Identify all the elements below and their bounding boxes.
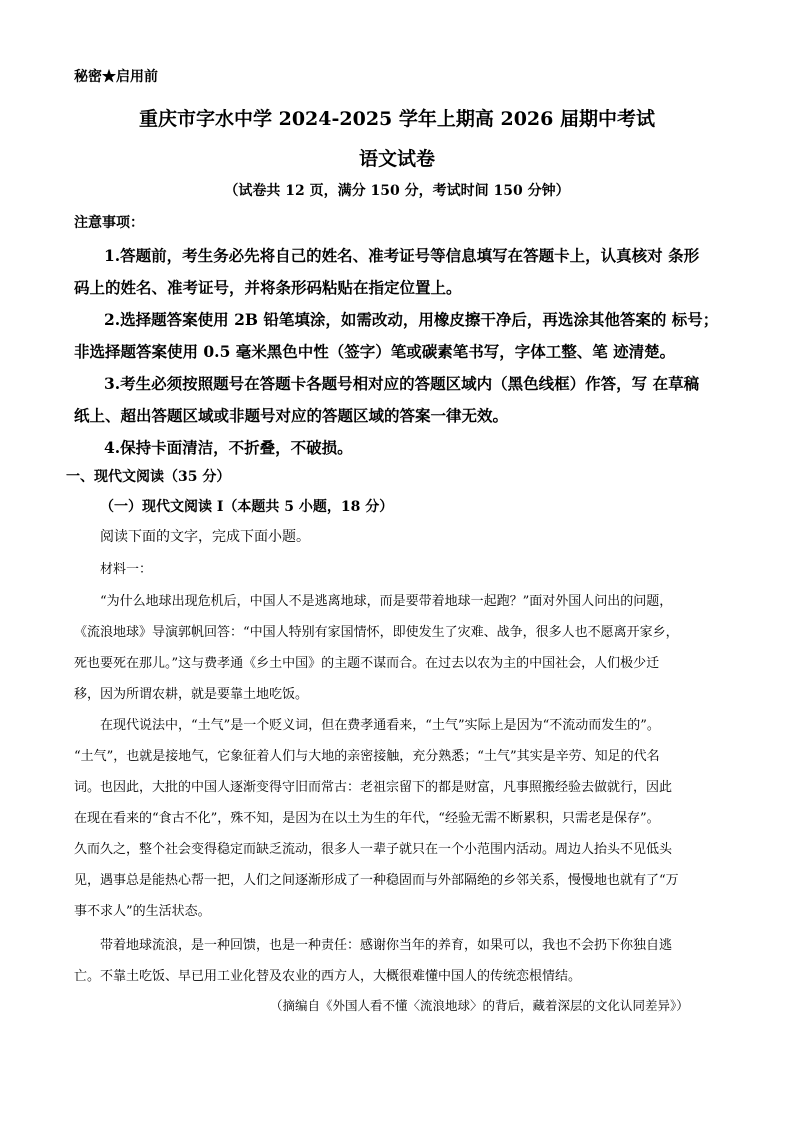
material-source: （摘编自《外国人看不懂〈流浪地球〉的背后，藏着深层的文化认同差异》） xyxy=(270,998,689,1013)
secret-label: 秘密★启用前 xyxy=(74,69,158,85)
material-paragraph-3-line-1: 带着地球流浪，是一种回馈，也是一种责任：感谢你当年的养育，如果可以，我也不会扔下你独自逃 xyxy=(100,938,673,953)
material-paragraph-2-line-3: 词。也因此，大批的中国人逐渐变得守旧而常古：老祖宗留下的都是财富，凡事照搬经验去做就行，因此 xyxy=(74,780,673,795)
reading-instruction: 阅读下面的文字，完成下面小题。 xyxy=(100,528,310,544)
exam-info: （试卷共 12 页，满分 150 分，考试时间 150 分钟） xyxy=(224,183,570,199)
notice-item-2-line-2: 非选择题答案使用 0.5 毫米黑色中性（签字）笔或碳素笔书写，字体工整、笔 迹清楚。 xyxy=(74,342,676,361)
material-paragraph-2-line-5: 久而久之，整个社会变得稳定而缺乏流动，很多人一辈子就只在一个小范围内活动。周边人抬头不见低头 xyxy=(74,842,673,857)
material-paragraph-2-line-4: 在现在看来的“食古不化”，殊不知，是因为在以土为生的年代，“经验无需不断累积，只需老是保存”。 xyxy=(74,811,660,826)
material-label: 材料一： xyxy=(100,562,153,577)
material-paragraph-1-line-1: “为什么地球出现危机后，中国人不是逃离地球，而是要带着地球一起跑？”面对外国人问出的问题， xyxy=(100,594,673,609)
notice-item-4-line-1: 4.保持卡面清洁，不折叠，不破损。 xyxy=(104,438,353,457)
exam-subject-title: 语文试卷 xyxy=(358,148,435,170)
material-paragraph-3-line-2: 亡。不靠土吃饭、早已用工业化替及农业的西方人，大概很难懂中国人的传统恋根情结。 xyxy=(74,969,582,984)
material-paragraph-2-line-1: 在现代说法中，“土气”是一个贬义词，但在费孝通看来，“土气”实际上是因为“不流动而发生的”。 xyxy=(100,718,660,733)
section-title: 一、现代文阅读（35 分） xyxy=(66,469,231,485)
material-paragraph-1-line-4: 移，因为所谓农耕，就是要靠土地吃饭。 xyxy=(74,687,309,702)
notice-item-3-line-2: 纸上、超出答题区域或非题号对应的答题区域的答案一律无效。 xyxy=(74,406,509,425)
material-paragraph-1-line-2: 《流浪地球》导演郭帆回答：“中国人特别有家国情怀，即使发生了灾难、战争，很多人也不愿离开家乡， xyxy=(74,625,679,640)
notice-heading: 注意事项： xyxy=(74,215,144,231)
material-paragraph-1-line-3: 死也要死在那儿。”这与费孝通《乡土中国》的主题不谋而合。在过去以农为主的中国社会，人们极少迁 xyxy=(74,656,660,671)
notice-item-1-line-1: 1.答题前，考生务必先将自己的姓名、准考证号等信息填写在答题卡上，认真核对 条形 xyxy=(104,246,700,265)
material-paragraph-2-line-7: 事不求人”的生活状态。 xyxy=(74,904,211,919)
notice-item-1-line-2: 码上的姓名、准考证号，并将条形码粘贴在指定位置上。 xyxy=(74,278,462,297)
material-paragraph-2-line-6: 见，遇事总是能热心帮一把，人们之间逐渐形成了一种稳固而与外部隔绝的乡邻关系，慢慢地也就有了“万 xyxy=(74,873,679,888)
exam-title: 重庆市字水中学 2024-2025 学年上期高 2026 届期中考试 xyxy=(139,108,655,130)
section-sub-title: （一）现代文阅读 I（本题共 5 小题，18 分） xyxy=(100,499,394,515)
material-paragraph-2-line-2: “土气”，也就是接地气，它象征着人们与大地的亲密接触，充分熟悉；“土气”其实是辛劳、知足的代名 xyxy=(74,749,660,764)
notice-item-2-line-1: 2.选择题答案使用 2B 铅笔填涂，如需改动，用橡皮擦干净后，再选涂其他答案的 标号； xyxy=(104,310,719,329)
notice-item-3-line-1: 3.考生必须按照题号在答题卡各题号相对应的答题区域内（黑色线框）作答，写 在草稿 xyxy=(104,374,700,393)
